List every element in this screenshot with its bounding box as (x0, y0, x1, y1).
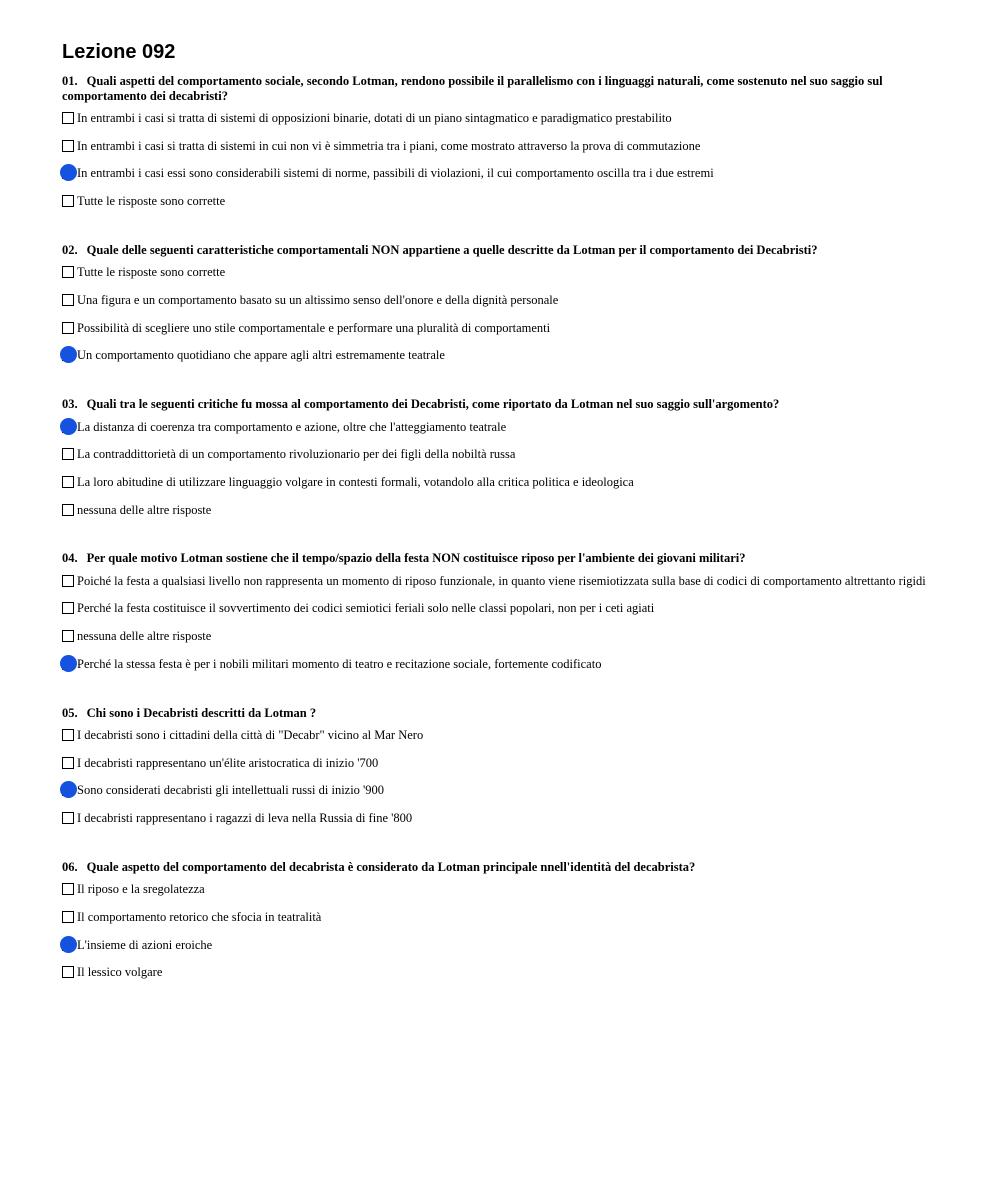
answer-checkbox[interactable] (62, 294, 74, 306)
answer-option[interactable] (62, 447, 962, 475)
answer-option[interactable] (62, 965, 962, 993)
question-number: 01. (62, 74, 78, 88)
answer-label: La contraddittorietà di un comportamento rivoluzionario per dei figli della nobiltà russa (77, 447, 516, 462)
answer-checkbox[interactable] (62, 476, 74, 488)
question-text (62, 860, 962, 875)
answer-option[interactable] (62, 194, 962, 222)
answer-checkbox[interactable] (62, 784, 74, 796)
question-3 (62, 397, 962, 530)
answer-label: nessuna delle altre risposte (77, 502, 212, 517)
question-text (62, 243, 962, 258)
answer-checkbox[interactable] (62, 812, 74, 824)
answer-checkbox[interactable] (62, 966, 74, 978)
answer-checkbox[interactable] (62, 630, 74, 642)
question-number: 05. (62, 705, 78, 720)
answer-option[interactable] (62, 657, 962, 685)
answer-label: La distanza di coerenza tra comportamento e azione, oltre che l'atteggiamento teatrale (77, 419, 507, 434)
selected-answer-marker-icon (60, 936, 77, 953)
answer-label: I decabristi rappresentano un'élite aristocratica di inizio '700 (77, 755, 379, 770)
question-prompt: Quali aspetti del comportamento sociale, secondo Lotman, rendono possibile il parallelismo con i linguaggi naturali, come sostenuto nel suo saggio sul comportamento dei decabristi? (62, 74, 883, 103)
question-text (62, 706, 962, 721)
answer-label: nessuna delle altre risposte (77, 629, 212, 644)
answer-checkbox[interactable] (62, 757, 74, 769)
question-6 (62, 860, 962, 993)
answer-label: Il lessico volgare (77, 965, 163, 980)
answer-label: Possibilità di scegliere uno stile comportamentale e performare una pluralità di comportamenti (77, 320, 551, 335)
question-prompt: Quali tra le seguenti critiche fu mossa al comportamento dei Decabristi, come riportato da Lotman nel suo saggio sull'argomento? (86, 397, 780, 411)
answer-label: La loro abitudine di utilizzare linguaggio volgare in contesti formali, votandolo alla critica politica e ideologica (77, 474, 634, 489)
answer-option[interactable] (62, 728, 962, 756)
answer-checkbox[interactable] (62, 112, 74, 124)
question-list (62, 74, 962, 993)
answer-label: In entrambi i casi essi sono considerabili sistemi di norme, passibili di violazioni, il cui comportamento oscilla tra i due estremi (77, 166, 714, 181)
answer-option[interactable] (62, 503, 962, 531)
answer-option[interactable] (62, 938, 962, 966)
question-prompt: Per quale motivo Lotman sostiene che il tempo/spazio della festa NON costituisce riposo per l'ambiente dei giovani militari? (86, 551, 746, 566)
question-text (62, 551, 962, 566)
answer-checkbox[interactable] (62, 448, 74, 460)
answer-label: Una figura e un comportamento basato su un altissimo senso dell'onore e della dignità personale (77, 292, 559, 307)
answer-label: Il comportamento retorico che sfocia in teatralità (77, 909, 322, 924)
answer-label: Tutte le risposte sono corrette (77, 265, 226, 280)
answer-label: I decabristi sono i cittadini della città di "Decabr" vicino al Mar Nero (77, 728, 424, 742)
answer-checkbox[interactable] (62, 349, 74, 361)
answer-label: In entrambi i casi si tratta di sistemi di opposizioni binarie, dotati di un piano sintagmatico e paradigmatico prestabilito (77, 111, 672, 125)
answer-option[interactable] (62, 265, 962, 293)
answer-option[interactable] (62, 910, 962, 938)
selected-answer-marker-icon (60, 164, 77, 181)
question-text (62, 397, 962, 412)
answer-label: L'insieme di azioni eroiche (77, 937, 213, 952)
answer-option[interactable] (62, 574, 962, 602)
answer-option[interactable] (62, 139, 962, 167)
selected-answer-marker-icon (60, 781, 77, 798)
question-number: 06. (62, 859, 78, 874)
page-title: Lezione 092 (62, 41, 176, 63)
answer-checkbox[interactable] (62, 883, 74, 895)
answer-label: Un comportamento quotidiano che appare agli altri estremamente teatrale (77, 348, 445, 363)
answer-label: Sono considerati decabristi gli intellettuali russi di inizio '900 (77, 783, 385, 798)
answer-checkbox[interactable] (62, 658, 74, 670)
question-2 (62, 243, 962, 376)
answer-checkbox[interactable] (62, 266, 74, 278)
answer-option[interactable] (62, 293, 962, 321)
answer-option[interactable] (62, 111, 962, 139)
answer-option[interactable] (62, 783, 962, 811)
answer-checkbox[interactable] (62, 911, 74, 923)
answer-checkbox[interactable] (62, 322, 74, 334)
question-5 (62, 706, 962, 839)
answer-checkbox[interactable] (62, 167, 74, 179)
answer-label: Tutte le risposte sono corrette (77, 194, 226, 209)
answer-label: In entrambi i casi si tratta di sistemi in cui non vi è simmetria tra i piani, come mostrato attraverso la prova di commutazione (77, 138, 701, 153)
answer-label: Perché la stessa festa è per i nobili militari momento di teatro e recitazione sociale, fortemente codificato (77, 656, 602, 671)
selected-answer-marker-icon (60, 655, 77, 672)
question-number: 02. (62, 242, 78, 257)
question-1 (62, 74, 962, 222)
answer-checkbox[interactable] (62, 939, 74, 951)
answer-checkbox[interactable] (62, 575, 74, 587)
question-prompt: Quale aspetto del comportamento del decabrista è considerato da Lotman principale nnell'identità del decabrista? (86, 859, 696, 874)
answer-option[interactable] (62, 756, 962, 784)
answer-option[interactable] (62, 882, 962, 910)
answer-option[interactable] (62, 348, 962, 376)
answer-option[interactable] (62, 811, 962, 839)
answer-checkbox[interactable] (62, 195, 74, 207)
question-number: 04. (62, 551, 78, 566)
answer-option[interactable] (62, 475, 962, 503)
question-prompt: Chi sono i Decabristi descritti da Lotman ? (86, 705, 317, 720)
selected-answer-marker-icon (60, 418, 77, 435)
answer-label: Perché la festa costituisce il sovvertimento dei codici semiotici feriali solo nelle classi popolari, non per i ceti agiati (77, 601, 655, 616)
answer-label: Il riposo e la sregolatezza (77, 882, 205, 897)
answer-option[interactable] (62, 420, 962, 448)
answer-checkbox[interactable] (62, 421, 74, 433)
selected-answer-marker-icon (60, 346, 77, 363)
answer-checkbox[interactable] (62, 504, 74, 516)
quiz-page (62, 38, 962, 993)
answer-checkbox[interactable] (62, 140, 74, 152)
question-number: 03. (62, 397, 78, 411)
answer-label: I decabristi rappresentano i ragazzi di leva nella Russia di fine '800 (77, 811, 413, 826)
answer-checkbox[interactable] (62, 602, 74, 614)
question-text (62, 74, 962, 103)
answer-option[interactable] (62, 321, 962, 349)
answer-option[interactable] (62, 601, 962, 629)
question-prompt: Quale delle seguenti caratteristiche comportamentali NON appartiene a quelle descritte da Lotman per il comportamento dei Decabristi? (86, 242, 818, 257)
answer-option[interactable] (62, 629, 962, 657)
answer-checkbox[interactable] (62, 729, 74, 741)
question-4 (62, 551, 962, 684)
answer-option[interactable] (62, 166, 962, 194)
answer-label: Poiché la festa a qualsiasi livello non rappresenta un momento di riposo funzionale, in quanto viene risemiotizzata sulla base di codici di comportamento altrettanto rigidi (77, 573, 926, 588)
